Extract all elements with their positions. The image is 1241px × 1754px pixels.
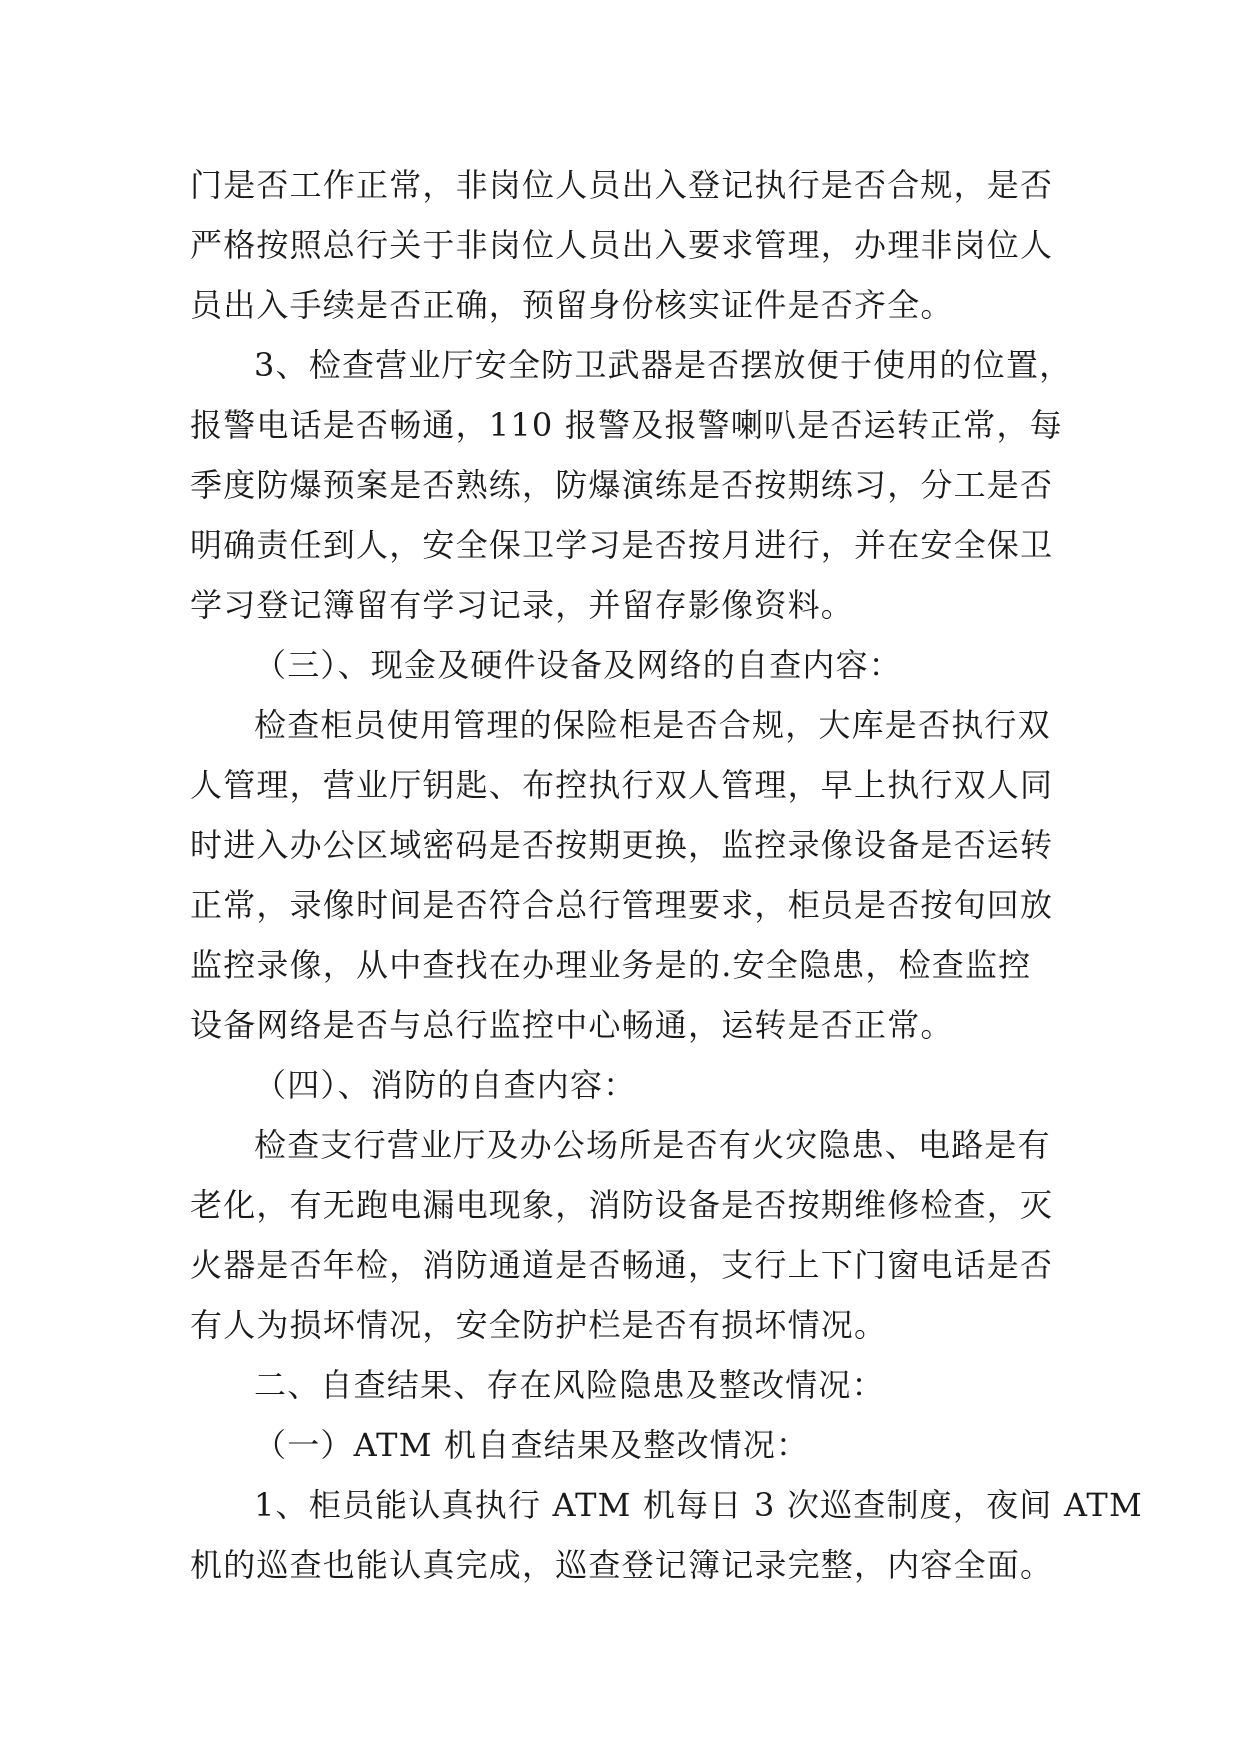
- text-line: 正常，录像时间是否符合总行管理要求，柜员是否按旬回放: [190, 886, 1054, 924]
- text-line: 严格按照总行关于非岗位人员出入要求管理，办理非岗位人: [190, 226, 1054, 264]
- text-line: 明确责任到人，安全保卫学习是否按月进行，并在安全保卫: [190, 526, 1054, 564]
- text-line: 员出入手续是否正确，预留身份核实证件是否齐全。: [190, 286, 954, 324]
- section-heading: 二、自查结果、存在风险隐患及整改情况：: [254, 1366, 885, 1404]
- section-heading: （四）、消防的自查内容：: [254, 1066, 637, 1104]
- text-line: 门是否工作正常，非岗位人员出入登记执行是否合规，是否: [190, 166, 1054, 204]
- text-line: 检查柜员使用管理的保险柜是否合规，大库是否执行双: [254, 706, 1051, 744]
- text-line: 时进入办公区域密码是否按期更换，监控录像设备是否运转: [190, 826, 1054, 864]
- text-line: 监控录像，从中查找在办理业务是的.安全隐患，检查监控: [190, 946, 1032, 984]
- text-line: 火器是否年检，消防通道是否畅通，支行上下门窗电话是否: [190, 1246, 1054, 1284]
- text-line: 有人为损坏情况，安全防护栏是否有损坏情况。: [190, 1306, 888, 1344]
- text-line: 机的巡查也能认真完成，巡查登记簿记录完整，内容全面。: [190, 1546, 1054, 1584]
- text-line: 检查支行营业厅及办公场所是否有火灾隐患、电路是有: [254, 1126, 1051, 1164]
- text-line: 设备网络是否与总行监控中心畅通，运转是否正常。: [190, 1006, 954, 1044]
- text-line: 学习登记簿留有学习记录，并留存影像资料。: [190, 586, 855, 624]
- text-line: 老化，有无跑电漏电现象，消防设备是否按期维修检查，灭: [190, 1186, 1054, 1224]
- text-line: 报警电话是否畅通，110 报警及报警喇叭是否运转正常，每: [190, 406, 1063, 444]
- section-heading: （一）ATM 机自查结果及整改情况：: [254, 1426, 810, 1464]
- text-line: 人管理，营业厅钥匙、布控执行双人管理，早上执行双人同: [190, 766, 1054, 804]
- text-line: 季度防爆预案是否熟练，防爆演练是否按期练习，分工是否: [190, 466, 1054, 504]
- text-line: 3、检查营业厅安全防卫武器是否摆放便于使用的位置，: [254, 346, 1073, 384]
- section-heading: （三）、现金及硬件设备及网络的自查内容：: [254, 646, 903, 684]
- text-line: 1、柜员能认真执行 ATM 机每日 3 次巡查制度，夜间 ATM: [254, 1486, 1143, 1524]
